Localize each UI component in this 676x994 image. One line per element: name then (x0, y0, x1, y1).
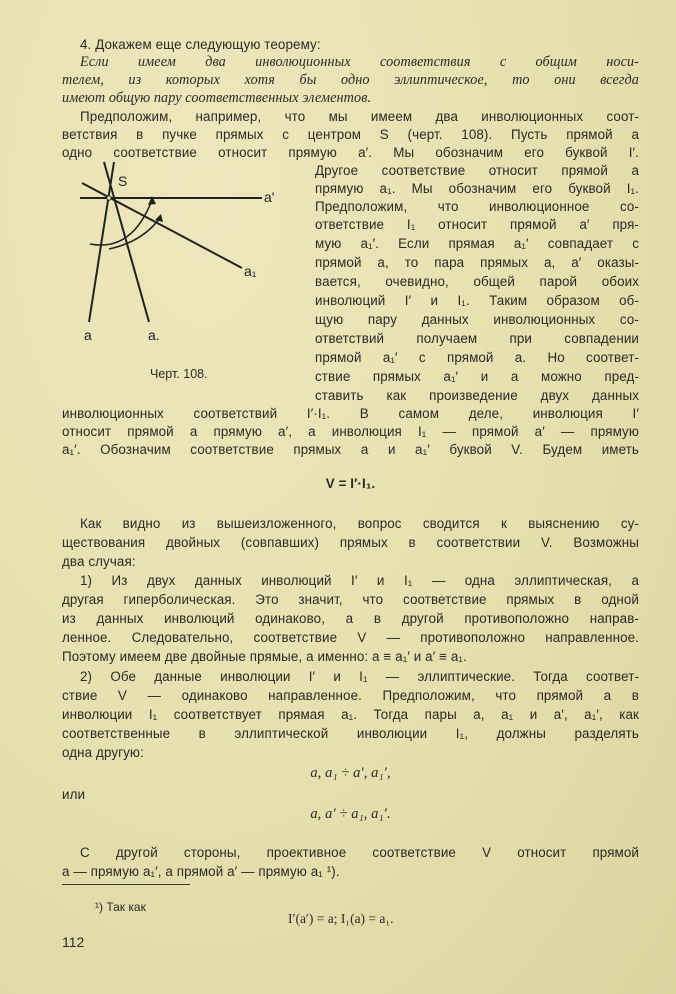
formula-separation-2: a, a′ ÷ a₁, a₁′. (310, 806, 391, 822)
figure-caption: Черт. 108. (150, 367, 208, 381)
text-line: относит прямой a прямую a′, а инволюция I₁ — прямой a′ — прямую (62, 424, 639, 439)
text-line: 2) Обе данные инволюции I′ и I₁ — эллиптические. Тогда соответ- (80, 669, 639, 684)
text-line: Другое соответствие относит прямой a (315, 163, 639, 178)
label-a-prime: a' (264, 189, 275, 205)
text-line: другая гиперболическая. Это значит, что соответствие прямых в одной (62, 592, 639, 607)
text-line: Как видно из вышеизложенного, вопрос сводится к выяснению су- (80, 516, 639, 531)
text-line: ставить как произведение двух данных (315, 388, 639, 403)
text-line: из данных инволюций одинаково, а в другой противоположно направ- (62, 611, 639, 626)
label-a: a (84, 327, 92, 343)
text-line: прямой a, то пара прямых a, a′ оказы- (315, 255, 639, 270)
text-line: одна другую: (62, 745, 144, 760)
text-line: ленное. Следовательно, соответствие V — противоположно направленное. (62, 630, 639, 645)
text-line: ществования двойных (совпавших) прямых в соответствии V. Возможны (62, 535, 639, 550)
text-line: С другой стороны, проективное соответствие V относит прямой (80, 845, 639, 860)
label-s: S (118, 173, 128, 189)
label-a1-prime: a. (148, 327, 160, 343)
text-line: a₁′. Обозначим соответствие прямых a и a₁′ буквой V. Будем иметь (62, 442, 639, 457)
formula-v: V = I′·I₁. (325, 476, 376, 491)
text-line: прямую a₁. Мы обозначим его буквой I₁. (315, 181, 639, 196)
text-line: ствие прямых a₁′ и a можно пред- (315, 369, 639, 384)
text-line: 1) Из двух данных инволюций I′ и I₁ — одна эллиптическая, а (80, 573, 639, 588)
theorem-line: Если имеем два инволюционных соответствия с общим носи- (80, 54, 639, 70)
text-line: мую a₁′. Если прямая a₁′ совпадает с (315, 236, 639, 251)
figure-108-diagram (62, 160, 312, 365)
footnote-marker: ¹) Так как (95, 900, 146, 914)
text-line: ветствия в пучке прямых с центром S (черт. 108). Пусть прямой a (62, 127, 639, 142)
text-line: a — прямую a₁′, а прямой a′ — прямую a₁ ¹). (62, 864, 340, 879)
text-line: прямой a₁′ с прямой a. Но соответ- (315, 350, 639, 365)
text-line: щую пару данных инволюционных со- (315, 312, 639, 327)
text-line: ствие V — одинаково направленное. Предположим, что прямой a в (62, 688, 639, 703)
text-line: инволюционных соответствий I′·I₁. В самом деле, инволюция I′ (62, 406, 639, 421)
text-line: Поэтому имеем две двойные прямые, а именно: a ≡ a₁′ и a′ ≡ a₁. (62, 649, 467, 664)
formula-separation-1: a, a₁ ÷ a′, a₁′, (310, 765, 391, 781)
label-a1: a₁ (244, 263, 257, 279)
text-line: инволюций I′ и I₁. Таким образом об- (315, 293, 639, 308)
text-line: Предположим, что инволюционное со- (315, 199, 639, 214)
text-line: ответствий получаем при совпадении (315, 331, 639, 346)
footnote-rule (62, 884, 190, 885)
text-line: два случая: (62, 554, 136, 569)
footnote-formula: I′(a′) = a; I₁(a) = a₁. (288, 911, 394, 926)
section-heading: 4. Докажем еще следующую теорему: (80, 37, 321, 52)
theorem-line: телем, из которых хотя бы одно эллиптическое, то они всегда (62, 72, 639, 88)
page-number: 112 (62, 934, 85, 950)
text-line: или (62, 787, 86, 802)
text-line: соответственные в эллиптической инволюции I₁, должны разделять (62, 726, 639, 741)
text-line: одно соответствие относит прямую a′. Мы обозначим его буквой I′. (62, 145, 639, 160)
theorem-line: имеют общую пару соответственных элементов. (62, 90, 372, 106)
text-line: ответствие I₁ относит прямой a′ пря- (315, 217, 639, 232)
text-line: инволюции I₁ соответствует прямая a₁. Тогда пары a, a₁ и a′, a₁′, как (62, 707, 639, 722)
text-line: вается, очевидно, общей парой обоих (315, 274, 639, 289)
text-line: Предположим, например, что мы имеем два инволюционных соот- (80, 109, 639, 124)
